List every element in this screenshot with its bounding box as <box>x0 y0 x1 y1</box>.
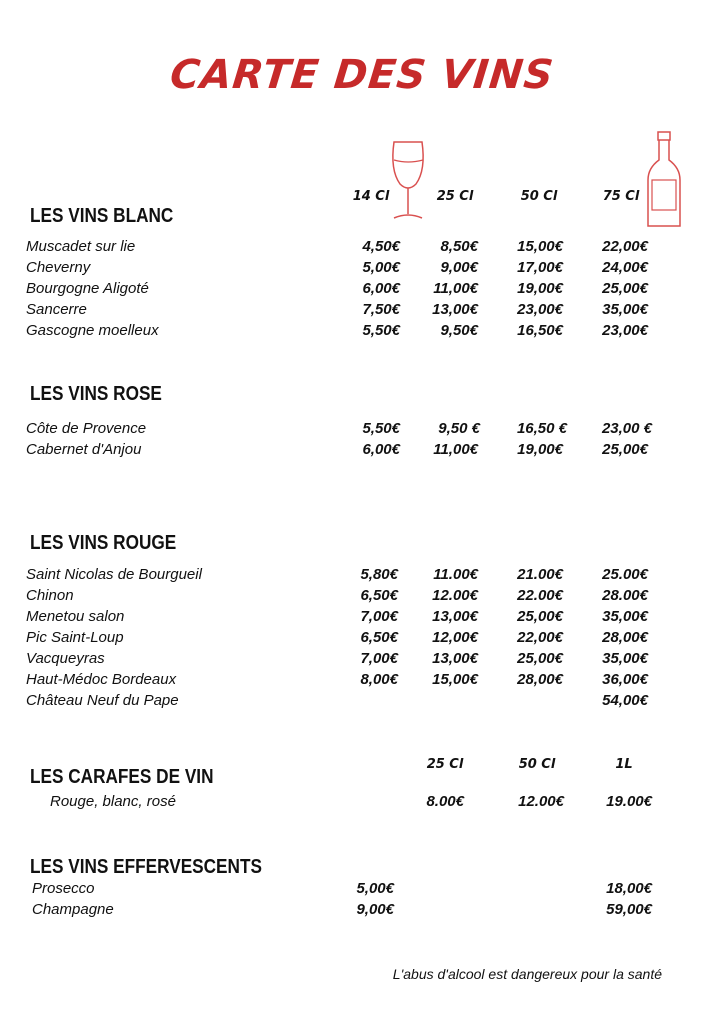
wine-name: Cabernet d'Anjou <box>26 441 142 458</box>
price-25cl: 12.00€ <box>432 587 478 604</box>
price-25cl: 13,00€ <box>432 650 478 667</box>
price-75cl: 25,00€ <box>602 280 648 297</box>
price-75cl: 35,00€ <box>602 608 648 625</box>
price-75cl: 23,00€ <box>602 322 648 339</box>
price-25cl: 11.00€ <box>433 566 478 583</box>
wine-name: Sancerre <box>26 301 87 318</box>
wine-name: Rouge, blanc, rosé <box>50 793 176 810</box>
price-50cl: 28,00€ <box>517 671 563 688</box>
wine-glass-icon <box>388 140 428 222</box>
price-50cl: 19,00€ <box>517 441 563 458</box>
price-25cl: 9,50€ <box>440 322 478 339</box>
health-warning: L'abus d'alcool est dangereux pour la santé <box>392 966 662 982</box>
wine-name: Pic Saint-Loup <box>26 629 124 646</box>
wine-bottle-icon <box>644 130 684 230</box>
wine-name: Vacqueyras <box>26 650 105 667</box>
price-75cl: 28.00€ <box>602 587 648 604</box>
size-header: 50 Cl <box>520 189 558 204</box>
price-25cl: 15,00€ <box>432 671 478 688</box>
section-heading-rose: LES VINS ROSE <box>30 383 162 405</box>
price-50cl: 16,50€ <box>517 322 563 339</box>
size-header: 14 Cl <box>352 189 390 204</box>
size-header: 75 Cl <box>602 189 640 204</box>
price-14cl: 5,80€ <box>360 566 398 583</box>
wine-name: Bourgogne Aligoté <box>26 280 149 297</box>
price-50cl: 12.00€ <box>518 793 564 810</box>
wine-name: Gascogne moelleux <box>26 322 159 339</box>
wine-name: Cheverny <box>26 259 91 276</box>
price-14cl: 6,00€ <box>362 280 400 297</box>
price-14cl: 7,50€ <box>362 301 400 318</box>
price-25cl: 13,00€ <box>432 301 478 318</box>
size-header: 25 Cl <box>436 189 474 204</box>
price-50cl: 16,50 € <box>516 420 567 437</box>
carafe-size-header: 1L <box>615 757 633 772</box>
wine-name: Menetou salon <box>26 608 125 625</box>
price-14cl: 6,50€ <box>360 587 398 604</box>
price-bottle: 18,00€ <box>606 880 652 897</box>
price-25cl: 11,00€ <box>433 441 478 458</box>
wine-name: Champagne <box>32 901 114 918</box>
price-50cl: 19,00€ <box>517 280 563 297</box>
price-glass: 5,00€ <box>356 880 394 897</box>
price-14cl: 6,50€ <box>360 629 398 646</box>
wine-name: Saint Nicolas de Bourgueil <box>26 566 202 583</box>
section-heading-effervescents: LES VINS EFFERVESCENTS <box>30 856 262 878</box>
price-75cl: 24,00€ <box>602 259 648 276</box>
price-25cl: 13,00€ <box>432 608 478 625</box>
section-heading-rouge: LES VINS ROUGE <box>30 532 177 554</box>
price-1l: 19.00€ <box>606 793 652 810</box>
price-14cl: 5,50€ <box>362 322 400 339</box>
price-glass: 9,00€ <box>356 901 394 918</box>
wine-name: Chinon <box>26 587 74 604</box>
price-75cl: 25,00€ <box>602 441 648 458</box>
price-50cl: 17,00€ <box>517 259 563 276</box>
price-25cl: 9,50 € <box>438 420 480 437</box>
price-14cl: 4,50€ <box>362 238 400 255</box>
price-25cl: 11,00€ <box>433 280 478 297</box>
price-14cl: 5,00€ <box>362 259 400 276</box>
price-14cl: 5,50€ <box>362 420 400 437</box>
price-14cl: 7,00€ <box>360 650 398 667</box>
price-bottle: 59,00€ <box>606 901 652 918</box>
price-50cl: 21.00€ <box>517 566 563 583</box>
price-50cl: 25,00€ <box>517 608 563 625</box>
price-75cl: 28,00€ <box>602 629 648 646</box>
carafe-size-header: 25 Cl <box>426 757 464 772</box>
price-25cl: 12,00€ <box>432 629 478 646</box>
price-75cl: 22,00€ <box>602 238 648 255</box>
price-50cl: 15,00€ <box>517 238 563 255</box>
price-75cl: 23,00 € <box>601 420 652 437</box>
price-50cl: 25,00€ <box>517 650 563 667</box>
price-25cl: 8.00€ <box>426 793 464 810</box>
price-75cl: 35,00€ <box>602 301 648 318</box>
price-14cl: 8,00€ <box>360 671 398 688</box>
wine-name: Côte de Provence <box>26 420 147 437</box>
price-50cl: 23,00€ <box>517 301 563 318</box>
wine-name: Haut-Médoc Bordeaux <box>26 671 177 688</box>
carafe-size-header: 50 Cl <box>518 757 556 772</box>
wine-name: Prosecco <box>32 880 95 897</box>
price-75cl: 36,00€ <box>602 671 648 688</box>
section-heading-blanc: LES VINS BLANC <box>30 205 174 227</box>
price-25cl: 8,50€ <box>440 238 478 255</box>
price-14cl: 6,00€ <box>362 441 400 458</box>
price-25cl: 9,00€ <box>440 259 478 276</box>
page-title: CARTE DES VINS <box>167 52 557 98</box>
price-50cl: 22,00€ <box>517 629 563 646</box>
price-50cl: 22.00€ <box>517 587 563 604</box>
price-75cl: 35,00€ <box>602 650 648 667</box>
wine-name: Château Neuf du Pape <box>26 692 179 709</box>
price-75cl: 54,00€ <box>602 692 648 709</box>
section-heading-carafes: LES CARAFES DE VIN <box>30 766 214 788</box>
price-14cl: 7,00€ <box>360 608 398 625</box>
price-75cl: 25.00€ <box>602 566 648 583</box>
wine-name: Muscadet sur lie <box>26 238 136 255</box>
